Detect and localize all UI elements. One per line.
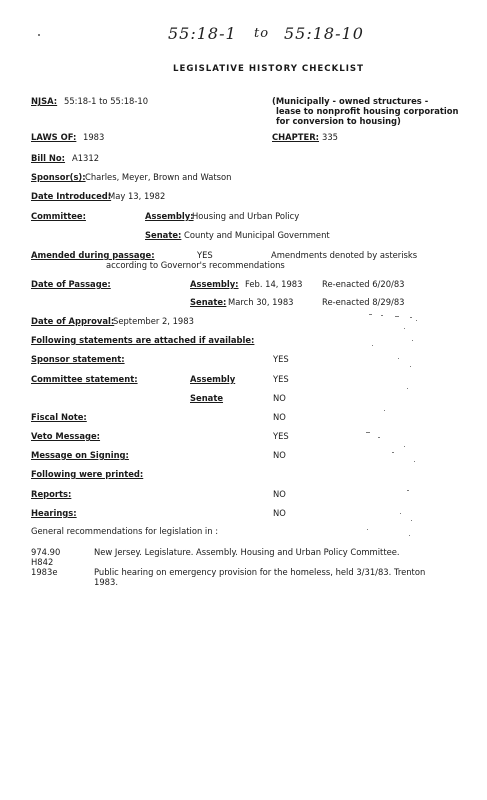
committee-senate-value: County and Municipal Government: [184, 230, 330, 240]
reports-value: NO: [273, 489, 286, 499]
date-introduced-label: Date Introduced:: [31, 191, 112, 201]
message-signing-value: NO: [273, 450, 286, 460]
approval-label: Date of Approval:: [31, 316, 115, 326]
committee-assembly-value: Housing and Urban Policy: [192, 211, 300, 221]
laws-of-value: 1983: [83, 132, 105, 142]
committee-statement-assembly-label: Assembly: [190, 374, 236, 384]
amended-note-1: Amendments denoted by asterisks: [271, 250, 418, 260]
passage-assembly-value: Feb. 14, 1983: [245, 279, 303, 289]
passage-assembly-label: Assembly:: [190, 279, 239, 289]
chapter-value: 335: [322, 132, 338, 142]
njsa-label: NJSA:: [31, 96, 58, 106]
sponsor-statement-label: Sponsor statement:: [31, 354, 125, 364]
amended-note-2: according to Governor's recommendations: [106, 260, 285, 270]
sponsors-value: Charles, Meyer, Brown and Watson: [85, 172, 232, 182]
page-title: LEGISLATIVE HISTORY CHECKLIST: [173, 64, 364, 74]
veto-message-label: Veto Message:: [31, 431, 101, 441]
laws-of-label: LAWS OF:: [31, 132, 77, 142]
njsa-value: 55:18-1 to 55:18-10: [64, 96, 149, 106]
reference-text-4: 1983.: [94, 577, 118, 587]
committee-senate-label: Senate:: [145, 230, 182, 240]
committee-statement-senate-label: Senate: [190, 393, 224, 403]
reports-label: Reports:: [31, 489, 72, 499]
reference-call-2: H842: [31, 557, 54, 567]
veto-message-value: YES: [273, 431, 289, 441]
hearings-value: NO: [273, 508, 286, 518]
printed-header: Following were printed:: [31, 469, 144, 479]
summary-line-3: for conversion to housing): [276, 116, 401, 126]
reference-call-1: 974.90: [31, 547, 61, 557]
committee-statement-assembly-value: YES: [273, 374, 289, 384]
fiscal-note-label: Fiscal Note:: [31, 412, 87, 422]
committee-statement-senate-value: NO: [273, 393, 286, 403]
summary-line-1: (Municipally - owned structures -: [272, 96, 429, 106]
sponsor-statement-value: YES: [273, 354, 289, 364]
approval-value: September 2, 1983: [113, 316, 194, 326]
passage-senate-value: March 30, 1983: [228, 297, 294, 307]
bill-no-value: A1312: [72, 153, 100, 163]
passage-label: Date of Passage:: [31, 279, 111, 289]
date-introduced-value: May 13, 1982: [108, 191, 166, 201]
passage-assembly-reenacted: Re-enacted 6/20/83: [322, 279, 405, 289]
passage-senate-reenacted: Re-enacted 8/29/83: [322, 297, 405, 307]
committee-statement-label: Committee statement:: [31, 374, 138, 384]
chapter-label: CHAPTER:: [272, 132, 320, 142]
handwritten-from: 55:18-1: [168, 24, 237, 43]
bill-no-label: Bill No:: [31, 153, 66, 163]
reference-call-3: 1983e: [31, 567, 58, 577]
sponsors-label: Sponsor(s):: [31, 172, 86, 182]
general-recs: General recommendations for legislation in :: [31, 526, 219, 536]
reference-text-3: Public hearing on emergency provision for the homeless, held 3/31/83. Trenton: [94, 567, 426, 577]
message-signing-label: Message on Signing:: [31, 450, 129, 460]
passage-senate-label: Senate:: [190, 297, 227, 307]
handwritten-to-word: to: [254, 26, 270, 41]
fiscal-note-value: NO: [273, 412, 286, 422]
reference-text-1: New Jersey. Legislature. Assembly. Housing and Urban Policy Committee.: [94, 547, 400, 557]
summary-line-2: lease to nonprofit housing corporation: [276, 106, 459, 116]
amended-label: Amended during passage:: [31, 250, 155, 260]
amended-value: YES: [197, 250, 213, 260]
hearings-label: Hearings:: [31, 508, 77, 518]
statements-header: Following statements are attached if available:: [31, 335, 255, 345]
handwritten-to: 55:18-10: [284, 24, 364, 43]
committee-assembly-label: Assembly:: [145, 211, 194, 221]
committee-label: Committee:: [31, 211, 86, 221]
